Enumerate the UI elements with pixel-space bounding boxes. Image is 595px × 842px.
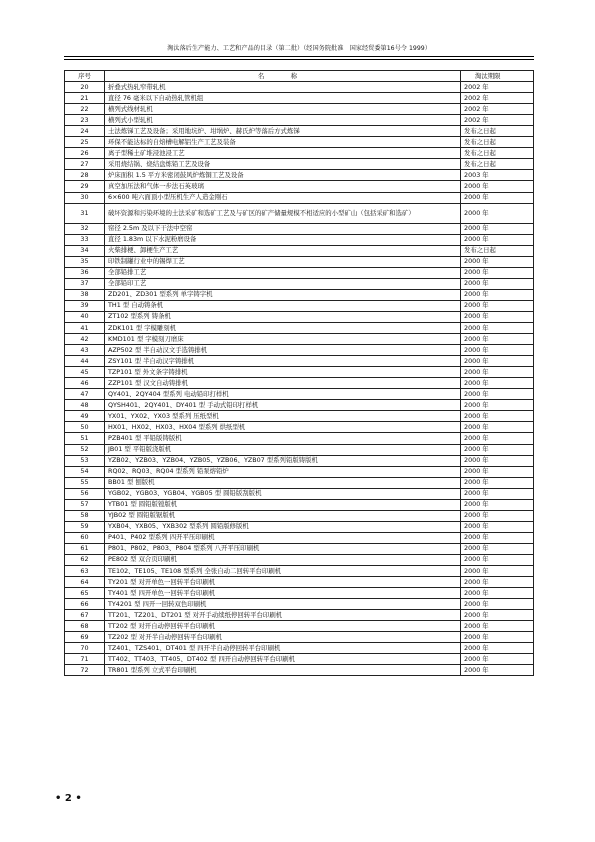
row-deadline-cell: 2000 年: [461, 444, 534, 455]
row-name-cell: TT201、TZ201、DT201 型 对开手动续纸停回转平台印刷机: [105, 610, 461, 621]
row-name-cell: ZDK101 型 字模雕刻机: [105, 322, 461, 333]
row-number-cell: 40: [65, 311, 105, 322]
table-row: [65, 554, 534, 565]
row-number-cell: 36: [65, 267, 105, 278]
row-name-cell: 折叠式热轧窄带轧机: [105, 82, 461, 93]
row-name-cell: QYSH401、2QY401、DY401 型 手动式铅印打样机: [105, 400, 461, 411]
row-number-cell: 58: [65, 510, 105, 521]
row-number-cell: 57: [65, 499, 105, 510]
table-body: [65, 82, 534, 676]
row-number-cell: 63: [65, 566, 105, 577]
row-deadline-cell: 发布之日起: [461, 126, 534, 137]
row-number-cell: 28: [65, 170, 105, 181]
row-number-cell: 52: [65, 444, 105, 455]
table-row: [65, 223, 534, 234]
row-number-cell: 72: [65, 665, 105, 676]
column-header-name: 名 称: [105, 71, 461, 82]
row-name-cell: 窑径 2.5m 及以下干法中空窑: [105, 223, 461, 234]
row-name-cell: 破坏资源和污染环境的土法采矿和选矿工艺及与矿区的矿产储量规模不相适应的小型矿山（包括采矿和选矿）: [105, 203, 461, 223]
row-name-cell: 6×600 吨六面顶小型压机生产人造金刚石: [105, 192, 461, 203]
row-deadline-cell: 2000 年: [461, 521, 534, 532]
table-row: [65, 532, 534, 543]
table-row: [65, 148, 534, 159]
row-deadline-cell: 2000 年: [461, 181, 534, 192]
table-row: [65, 588, 534, 599]
row-name-cell: YZB02、YZB03、YZB04、YZB05、YZB06、YZB07 型系列铅版铸版机: [105, 455, 461, 466]
row-deadline-cell: 2000 年: [461, 665, 534, 676]
row-name-cell: 土法炼锑工艺及设备；采用地坑炉、坩埚炉、赫氏炉等落后方式炼锑: [105, 126, 461, 137]
row-number-cell: 30: [65, 192, 105, 203]
row-number-cell: 34: [65, 245, 105, 256]
row-name-cell: TR801 型系列 立式平台印刷机: [105, 665, 461, 676]
row-number-cell: 21: [65, 93, 105, 104]
row-name-cell: BB01 型 刨版机: [105, 477, 461, 488]
row-deadline-cell: 2000 年: [461, 256, 534, 267]
table-row: [65, 311, 534, 322]
row-deadline-cell: 2000 年: [461, 543, 534, 554]
table-row: [65, 378, 534, 389]
header-rule-thick: [64, 56, 534, 57]
row-deadline-cell: 2000 年: [461, 488, 534, 499]
row-deadline-cell: 2000 年: [461, 477, 534, 488]
row-number-cell: 43: [65, 345, 105, 356]
row-number-cell: 38: [65, 289, 105, 300]
row-name-cell: PE802 型 双合页印刷机: [105, 554, 461, 565]
row-deadline-cell: 2000 年: [461, 566, 534, 577]
row-name-cell: YJB02 型 圆铅版锯版机: [105, 510, 461, 521]
row-name-cell: TE102、TE105、TE108 型系列 全张自动二回转平台印刷机: [105, 566, 461, 577]
row-number-cell: 65: [65, 588, 105, 599]
row-name-cell: ZT102 型系列 铸条机: [105, 311, 461, 322]
row-name-cell: JB01 型 平铅版浇版机: [105, 444, 461, 455]
row-name-cell: 全部铅印工艺: [105, 278, 461, 289]
row-name-cell: ZD201、ZD301 型系列 单字铸字机: [105, 289, 461, 300]
table-row: [65, 137, 534, 148]
row-name-cell: TY401 型 四开单色一回转平台印刷机: [105, 588, 461, 599]
row-number-cell: 55: [65, 477, 105, 488]
row-deadline-cell: 2000 年: [461, 554, 534, 565]
row-deadline-cell: 2000 年: [461, 411, 534, 422]
table-row: [65, 665, 534, 676]
row-deadline-cell: 发布之日起: [461, 148, 534, 159]
table-row: [65, 577, 534, 588]
phaseout-table: [64, 70, 534, 676]
table-row: [65, 278, 534, 289]
row-name-cell: KMD101 型 字模刻刀磨床: [105, 334, 461, 345]
table-row: [65, 356, 534, 367]
page-number: • 2 •: [55, 793, 82, 804]
table-row: [65, 543, 534, 554]
row-deadline-cell: 2002 年: [461, 115, 534, 126]
row-deadline-cell: 2000 年: [461, 400, 534, 411]
row-name-cell: 直径 1.83m 以下水泥粉磨设备: [105, 234, 461, 245]
row-name-cell: ZSY101 型 半自动汉字铸排机: [105, 356, 461, 367]
table-row: [65, 632, 534, 643]
row-deadline-cell: 2000 年: [461, 599, 534, 610]
table-row: [65, 82, 534, 93]
row-deadline-cell: 2000 年: [461, 610, 534, 621]
row-deadline-cell: 2000 年: [461, 223, 534, 234]
row-number-cell: 23: [65, 115, 105, 126]
row-deadline-cell: 2000 年: [461, 289, 534, 300]
row-name-cell: 直径 76 毫米以下自动热轧管机组: [105, 93, 461, 104]
table-row: [65, 444, 534, 455]
row-name-cell: P401、P402 型系列 四开平压印刷机: [105, 532, 461, 543]
row-number-cell: 49: [65, 411, 105, 422]
row-number-cell: 62: [65, 554, 105, 565]
row-number-cell: 48: [65, 400, 105, 411]
row-name-cell: YXB04、YXB05、YXB302 型系列 圆铅版修版机: [105, 521, 461, 532]
row-number-cell: 64: [65, 577, 105, 588]
row-number-cell: 61: [65, 543, 105, 554]
row-name-cell: TZP101 型 外文条字铸排机: [105, 367, 461, 378]
row-name-cell: YX01、YX02、YX03 型系列 压纸型机: [105, 411, 461, 422]
table-row: [65, 115, 534, 126]
row-name-cell: RQ02、RQ03、RQ04 型系列 铅泵熔铅炉: [105, 466, 461, 477]
table-row: [65, 289, 534, 300]
row-number-cell: 39: [65, 300, 105, 311]
row-deadline-cell: 2002 年: [461, 93, 534, 104]
row-name-cell: P801、P802、P803、P804 型系列 八开平压印刷机: [105, 543, 461, 554]
row-name-cell: AZP502 型 半自动汉文手选铸排机: [105, 345, 461, 356]
table-row: [65, 159, 534, 170]
row-number-cell: 45: [65, 367, 105, 378]
table-row: [65, 345, 534, 356]
table-row: [65, 599, 534, 610]
row-name-cell: 火柴排梗、卸梗生产工艺: [105, 245, 461, 256]
table-row: [65, 566, 534, 577]
row-deadline-cell: 2003 年: [461, 170, 534, 181]
table-row: [65, 466, 534, 477]
row-name-cell: TZ202 型 对开半自动停回转平台印刷机: [105, 632, 461, 643]
table-row: [65, 181, 534, 192]
row-name-cell: YTB01 型 圆铅版镗版机: [105, 499, 461, 510]
row-deadline-cell: 2000 年: [461, 499, 534, 510]
row-deadline-cell: 2000 年: [461, 466, 534, 477]
row-deadline-cell: 2000 年: [461, 311, 534, 322]
row-number-cell: 47: [65, 389, 105, 400]
row-number-cell: 60: [65, 532, 105, 543]
row-number-cell: 66: [65, 599, 105, 610]
row-deadline-cell: 2000 年: [461, 632, 534, 643]
row-name-cell: 环保不能达标的自焙槽电解铝生产工艺及装备: [105, 137, 461, 148]
row-deadline-cell: 2002 年: [461, 82, 534, 93]
row-deadline-cell: 2000 年: [461, 389, 534, 400]
row-number-cell: 27: [65, 159, 105, 170]
table-row: [65, 367, 534, 378]
row-name-cell: 离子型稀土矿堆浸池浸工艺: [105, 148, 461, 159]
row-number-cell: 24: [65, 126, 105, 137]
row-number-cell: 46: [65, 378, 105, 389]
table-row: [65, 643, 534, 654]
table-row: [65, 93, 534, 104]
table-row: [65, 267, 534, 278]
row-deadline-cell: 2000 年: [461, 300, 534, 311]
table-row: [65, 389, 534, 400]
row-number-cell: 33: [65, 234, 105, 245]
table-row: [65, 411, 534, 422]
table-row: [65, 256, 534, 267]
row-number-cell: 67: [65, 610, 105, 621]
row-number-cell: 41: [65, 322, 105, 333]
table-row: [65, 203, 534, 223]
row-number-cell: 69: [65, 632, 105, 643]
table-row: [65, 455, 534, 466]
row-deadline-cell: 2000 年: [461, 334, 534, 345]
row-deadline-cell: 2000 年: [461, 654, 534, 665]
row-number-cell: 37: [65, 278, 105, 289]
table-row: [65, 245, 534, 256]
row-name-cell: QY401、2QY404 型系列 电动铅印打样机: [105, 389, 461, 400]
table-row: [65, 104, 534, 115]
row-number-cell: 68: [65, 621, 105, 632]
table-header-row: [65, 71, 534, 82]
row-deadline-cell: 2000 年: [461, 422, 534, 433]
table-row: [65, 422, 534, 433]
row-number-cell: 56: [65, 488, 105, 499]
table-row: [65, 400, 534, 411]
row-number-cell: 50: [65, 422, 105, 433]
row-deadline-cell: 2000 年: [461, 367, 534, 378]
row-deadline-cell: 2000 年: [461, 433, 534, 444]
row-number-cell: 32: [65, 223, 105, 234]
row-name-cell: 真空加压法和气体一步法石英玻璃: [105, 181, 461, 192]
row-number-cell: 29: [65, 181, 105, 192]
table-row: [65, 234, 534, 245]
row-number-cell: 51: [65, 433, 105, 444]
row-name-cell: 全部铅排工艺: [105, 267, 461, 278]
table-row: [65, 499, 534, 510]
row-name-cell: TT202 型 对开自动停回转平台印刷机: [105, 621, 461, 632]
column-header-number: 序号: [65, 71, 105, 82]
row-deadline-cell: 2000 年: [461, 577, 534, 588]
row-name-cell: TH1 型 自动铸条机: [105, 300, 461, 311]
row-name-cell: HX01、HX02、HX03、HX04 型系列 烘纸型机: [105, 422, 461, 433]
row-deadline-cell: 2000 年: [461, 643, 534, 654]
row-deadline-cell: 2000 年: [461, 322, 534, 333]
row-deadline-cell: 2000 年: [461, 203, 534, 223]
row-number-cell: 54: [65, 466, 105, 477]
row-deadline-cell: 2000 年: [461, 356, 534, 367]
row-number-cell: 35: [65, 256, 105, 267]
row-name-cell: PZB401 型 平铅版铸版机: [105, 433, 461, 444]
table-row: [65, 322, 534, 333]
table-row: [65, 510, 534, 521]
row-deadline-cell: 2000 年: [461, 532, 534, 543]
row-deadline-cell: 2000 年: [461, 192, 534, 203]
row-deadline-cell: 2000 年: [461, 345, 534, 356]
row-number-cell: 70: [65, 643, 105, 654]
row-name-cell: 炉床面积 1.5 平方米密闭鼓风炉炼铜工艺及设备: [105, 170, 461, 181]
row-name-cell: 横列式小型轧机: [105, 115, 461, 126]
row-deadline-cell: 2000 年: [461, 278, 534, 289]
row-deadline-cell: 2000 年: [461, 455, 534, 466]
row-deadline-cell: 发布之日起: [461, 245, 534, 256]
row-number-cell: 53: [65, 455, 105, 466]
row-deadline-cell: 2000 年: [461, 234, 534, 245]
row-name-cell: 采用烧结锅、烧结盘炼铅工艺及设备: [105, 159, 461, 170]
row-number-cell: 25: [65, 137, 105, 148]
row-name-cell: TY4201 型 四开一回转双色印刷机: [105, 599, 461, 610]
row-name-cell: TT402、TT403、TT405、DT402 型 四开自动停回转平台印刷机: [105, 654, 461, 665]
table-row: [65, 488, 534, 499]
row-deadline-cell: 发布之日起: [461, 137, 534, 148]
row-deadline-cell: 2000 年: [461, 267, 534, 278]
row-number-cell: 20: [65, 82, 105, 93]
row-number-cell: 22: [65, 104, 105, 115]
row-deadline-cell: 2000 年: [461, 621, 534, 632]
table-row: [65, 477, 534, 488]
table-row: [65, 521, 534, 532]
table-row: [65, 654, 534, 665]
table-row: [65, 192, 534, 203]
header-rule-thin: [64, 59, 534, 60]
row-deadline-cell: 2002 年: [461, 104, 534, 115]
row-number-cell: 59: [65, 521, 105, 532]
table-row: [65, 610, 534, 621]
row-deadline-cell: 发布之日起: [461, 159, 534, 170]
table-row: [65, 334, 534, 345]
row-name-cell: 印铁制罐行业中的锡焊工艺: [105, 256, 461, 267]
table-row: [65, 433, 534, 444]
row-number-cell: 42: [65, 334, 105, 345]
row-deadline-cell: 2000 年: [461, 510, 534, 521]
table-row: [65, 170, 534, 181]
table-row: [65, 126, 534, 137]
page-header-title: 淘汰落后生产能力、工艺和产品的目录（第二批）（经国务院批准 国家经贸委第16号令 1999）: [167, 45, 431, 52]
table-row: [65, 300, 534, 311]
row-name-cell: YGB02、YGB03、YGB04、YGB05 型 圆铅版刮版机: [105, 488, 461, 499]
row-number-cell: 44: [65, 356, 105, 367]
column-header-deadline: 淘汰期限: [461, 71, 534, 82]
row-deadline-cell: 2000 年: [461, 588, 534, 599]
row-name-cell: TZ401、TZS401、DT401 型 四开半自动停回转平台印刷机: [105, 643, 461, 654]
row-number-cell: 71: [65, 654, 105, 665]
row-deadline-cell: 2000 年: [461, 378, 534, 389]
row-number-cell: 31: [65, 203, 105, 223]
row-name-cell: ZZP101 型 汉文自动铸排机: [105, 378, 461, 389]
row-number-cell: 26: [65, 148, 105, 159]
table-row: [65, 621, 534, 632]
row-name-cell: 横列式线材轧机: [105, 104, 461, 115]
row-name-cell: TY201 型 对开单色一回转平台印刷机: [105, 577, 461, 588]
